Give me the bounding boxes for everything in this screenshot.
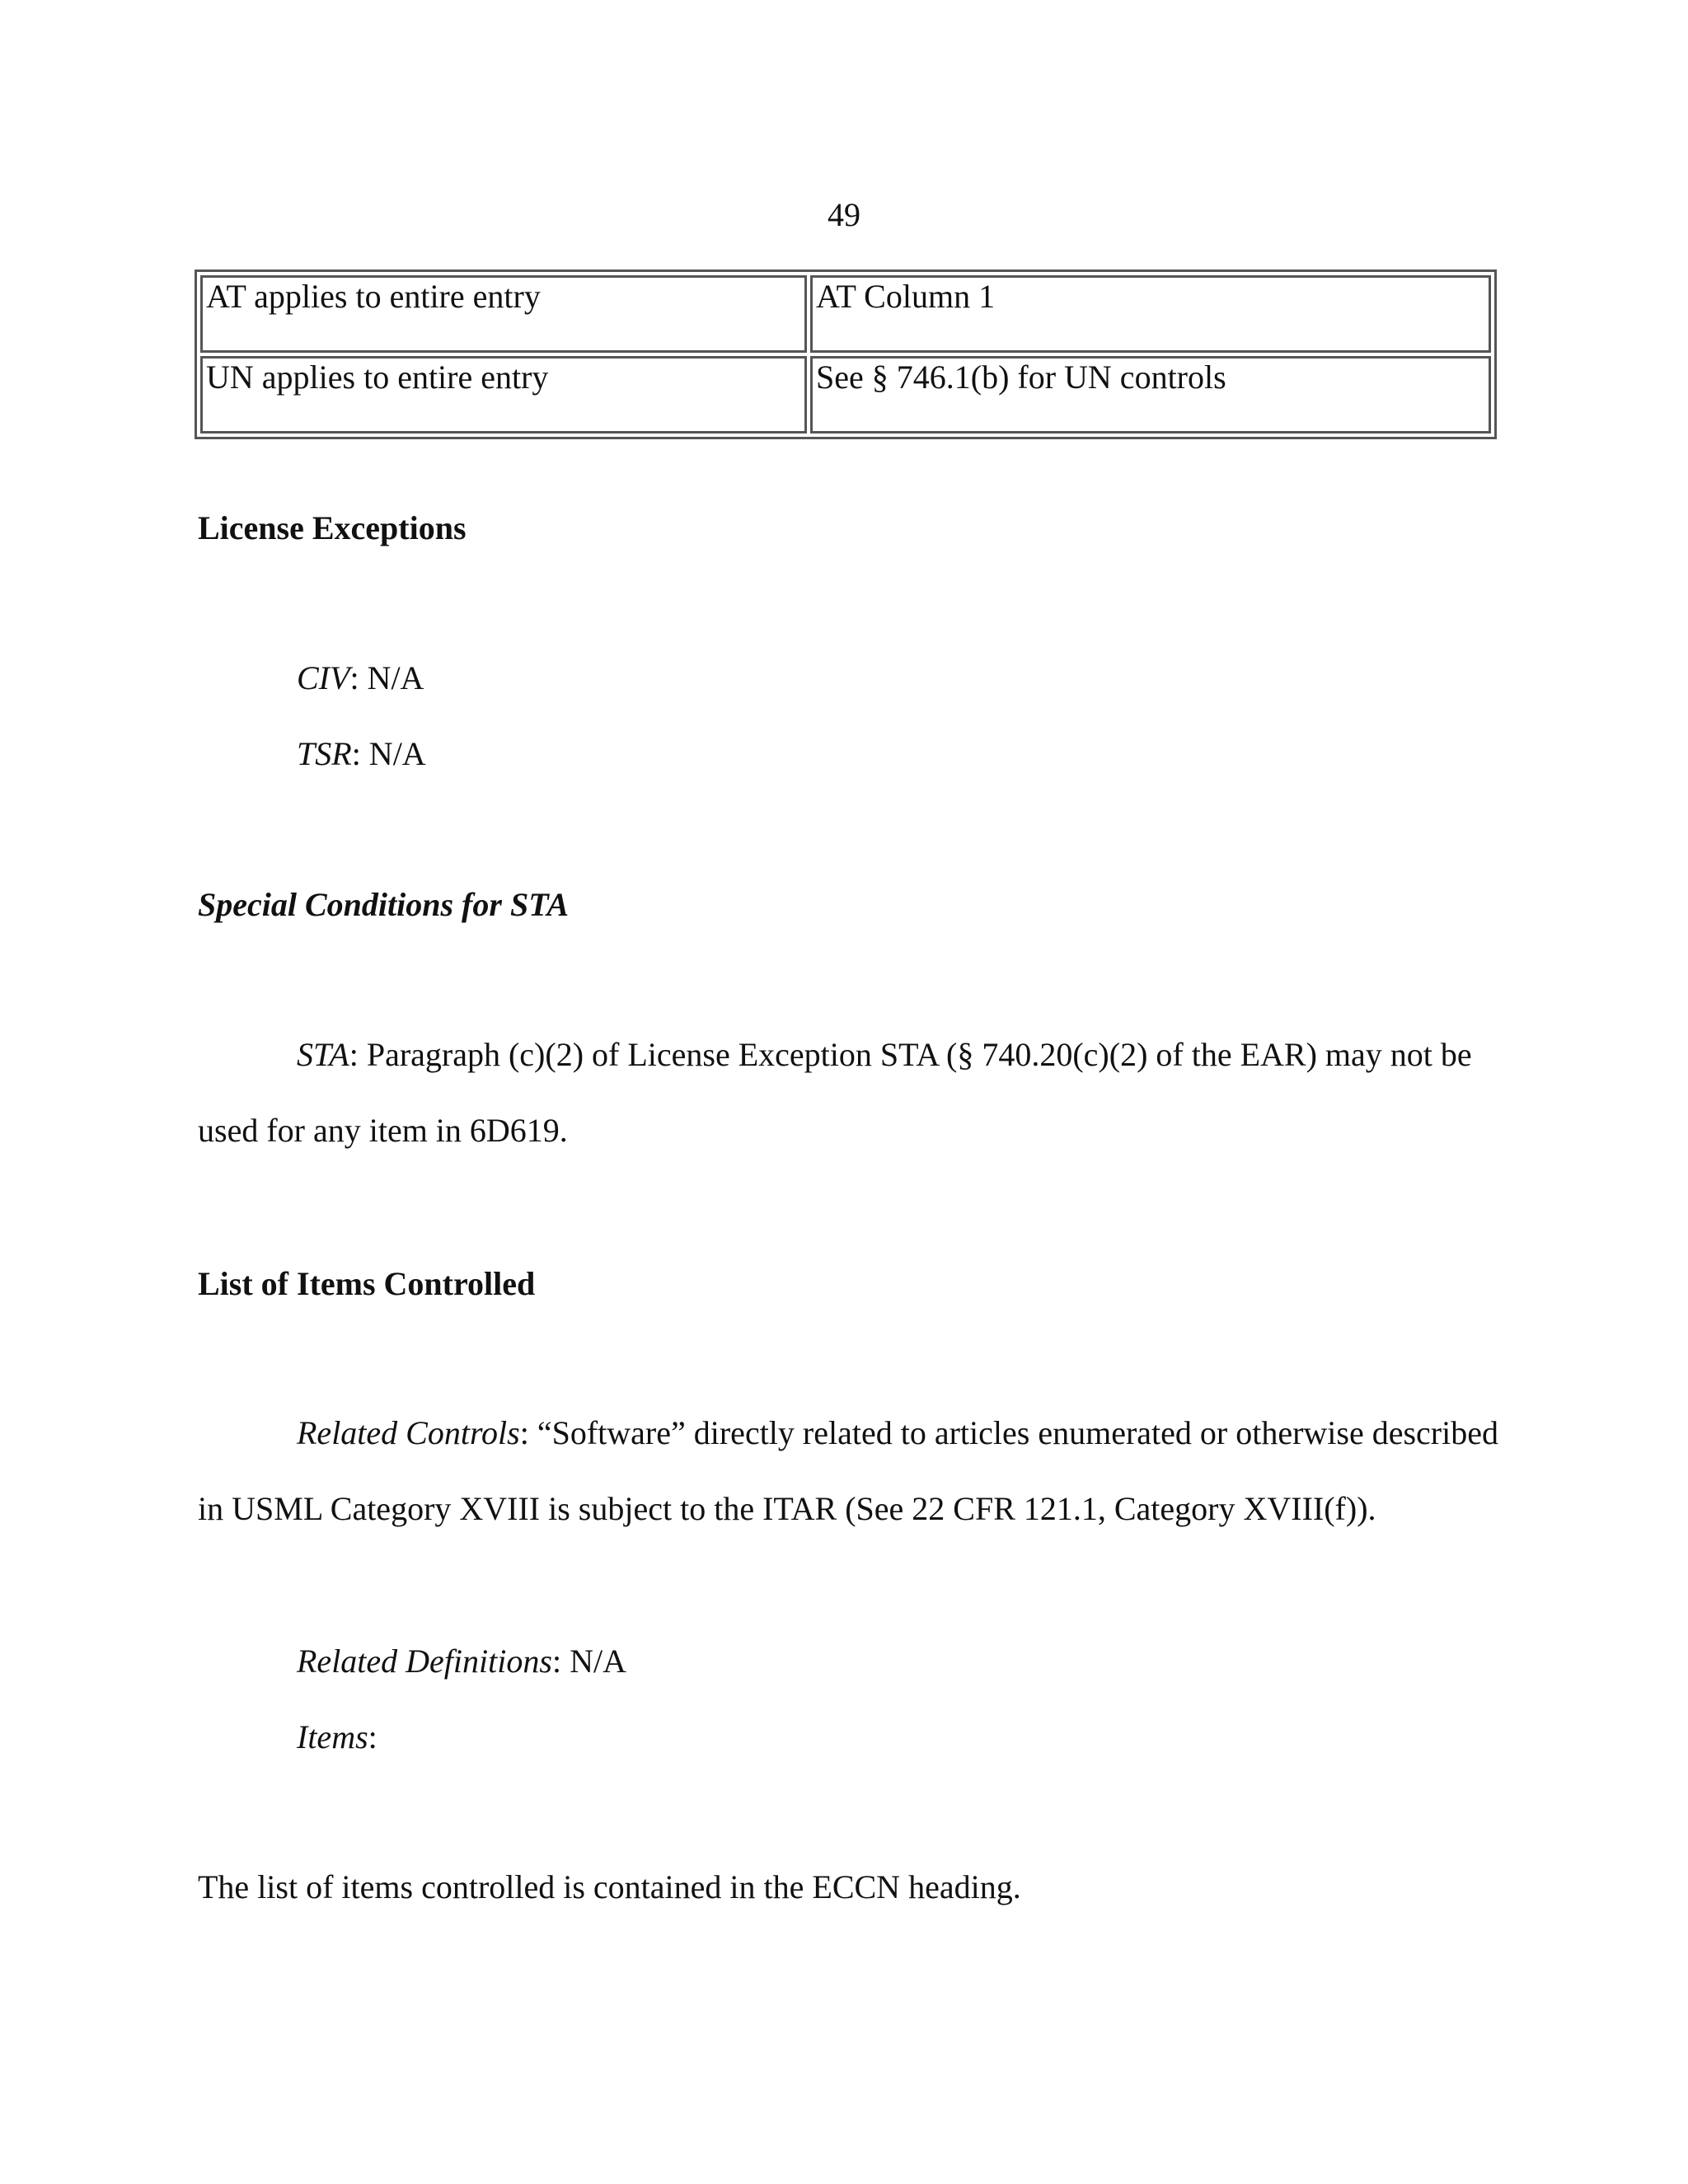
civ-value: : N/A [349,659,424,696]
items-suffix: : [368,1718,377,1755]
special-conditions-heading: Special Conditions for STA [198,886,570,923]
tsr-label: TSR [297,735,352,772]
table-cell-reason: UN applies to entire entry [200,356,807,434]
related-controls-text: : “Software” directly related to articles enumerated or otherwise described in USML Category XVIII is subject to the ITAR (See 22 CFR 121.1, Category XVIII(f)). [198,1414,1498,1527]
closing-text: The list of items controlled is contained in the ECCN heading. [198,1868,1021,1905]
related-definitions-label: Related Definitions [297,1643,552,1680]
table-row [200,275,1491,353]
items-label: Items [297,1718,368,1755]
civ-line [297,659,1500,697]
table-cell-country-chart: See § 746.1(b) for UN controls [810,356,1491,434]
sta-label: STA [297,1036,349,1073]
civ-label: CIV [297,659,350,696]
related-definitions-line [297,1643,1500,1680]
controls-table [195,269,1497,439]
table-row [200,356,1491,434]
page-number: 49 [828,196,860,233]
sta-paragraph [198,1017,1500,1169]
tsr-value: : N/A [351,735,426,772]
table-cell-country-chart: AT Column 1 [810,275,1491,353]
related-definitions-value: : N/A [551,1643,626,1680]
sta-text: : Paragraph (c)(2) of License Exception STA (§ 740.20(c)(2) of the EAR) may not be used for any item in 6D619. [198,1036,1472,1149]
list-of-items-heading: List of Items Controlled [198,1265,536,1302]
items-line [297,1718,1500,1756]
license-exceptions-heading: License Exceptions [198,509,467,546]
related-controls-label: Related Controls [297,1414,520,1451]
tsr-line [297,735,1500,773]
table-cell-reason: AT applies to entire entry [200,275,807,353]
related-controls-paragraph [198,1395,1500,1547]
